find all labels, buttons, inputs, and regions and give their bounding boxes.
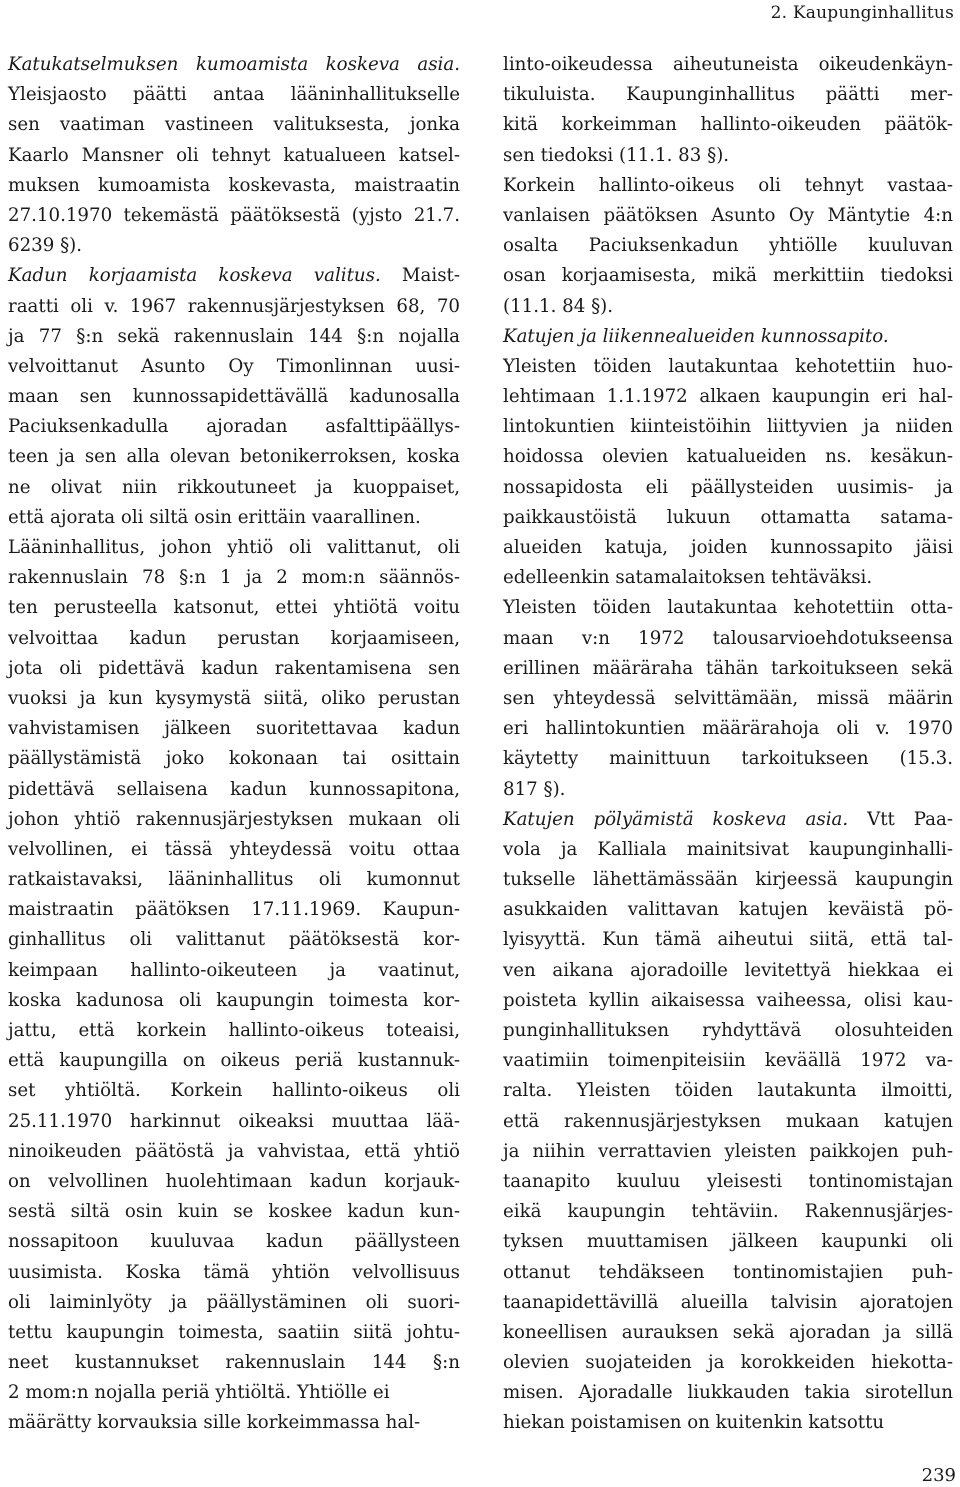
text-segment: ten perusteella katsonut, ettei yhtiötä voitu <box>8 597 460 619</box>
text-line <box>8 1227 460 1257</box>
text-line <box>503 201 953 231</box>
text-line <box>503 533 953 563</box>
text-segment: rakennuslain 78 §:n 1 ja 2 mom:n säännös- <box>8 567 460 589</box>
text-segment: neet kustannukset rakennuslain 144 §:n <box>8 1352 460 1374</box>
text-segment: velvoittaa kadun perustan korjaamiseen, <box>8 627 460 649</box>
text-line <box>503 1046 953 1076</box>
text-line <box>8 201 460 231</box>
text-line <box>503 593 953 623</box>
text-segment: punginhallituksen ryhdyttävä olosuhteiden <box>503 1020 953 1041</box>
text-line <box>503 714 953 744</box>
text-segment: koska kadunosa oli kaupungin toimesta kor- <box>8 989 460 1011</box>
text-segment: uusimista. Koska tämä yhtiön velvollisuus <box>8 1261 460 1283</box>
running-head: 2. Kaupunginhallitus <box>770 3 954 23</box>
text-line <box>8 442 460 472</box>
text-segment: jota oli pidettävä kadun rakentamisena sen <box>8 657 460 679</box>
section-heading: Kadun korjaamista koskeva valitus. <box>8 265 381 287</box>
text-segment: sestä siltä osin kuin se koskee kadun kun- <box>8 1201 460 1223</box>
text-segment: ne olivat niin rikkoutuneet ja kuoppaiset, <box>8 476 460 498</box>
text-line <box>503 744 953 774</box>
text-segment: erillinen määräraha tähän tarkoitukseen sekä <box>503 657 953 679</box>
text-segment: 817 §). <box>503 778 566 800</box>
text-line <box>503 835 953 865</box>
text-segment: (11.1. 84 §). <box>503 295 614 317</box>
text-line <box>8 110 460 140</box>
text-line <box>8 1046 460 1076</box>
text-segment: Yleisten töiden lautakuntaa kehotettiin otta- <box>503 597 953 619</box>
text-line <box>503 1288 953 1318</box>
text-line <box>8 805 460 835</box>
text-line <box>8 231 460 261</box>
text-line <box>8 292 460 322</box>
text-line <box>8 956 460 986</box>
text-segment: tukselle lähettämässään kirjeessä kaupungin <box>503 869 953 891</box>
text-segment: tikuluista. Kaupunginhallitus päätti mer- <box>503 84 953 106</box>
text-segment: edelleenkin satamalaitoksen tehtäväksi. <box>503 567 873 589</box>
text-segment: 6239 §). <box>8 235 83 257</box>
text-line <box>8 80 460 110</box>
text-line <box>8 563 460 593</box>
text-segment: paikkaustöistä lukuun ottamatta satama- <box>503 506 953 528</box>
text-line <box>503 322 953 352</box>
text-line <box>503 654 953 684</box>
text-line <box>8 986 460 1016</box>
text-line <box>8 473 460 503</box>
text-segment: ralta. Yleisten töiden lautakunta ilmoitti, <box>503 1080 953 1102</box>
text-line <box>503 775 953 805</box>
text-line <box>8 171 460 201</box>
text-segment: käytetty mainittuun tarkoitukseen (15.3. <box>503 748 953 770</box>
text-segment: johon yhtiö rakennusjärjestyksen mukaan oli <box>8 808 460 830</box>
text-line <box>8 865 460 895</box>
section-heading: Katujen ja liikennealueiden kunnossapito. <box>503 325 889 347</box>
text-line <box>503 473 953 503</box>
text-line <box>8 352 460 382</box>
text-segment: määrätty korvauksia sille korkeimmassa hal- <box>8 1412 421 1434</box>
text-segment: set yhtiöltä. Korkein hallinto-oikeus oli <box>8 1080 460 1102</box>
text-segment: olevien suojateiden ja korokkeiden hiekotta- <box>503 1352 953 1374</box>
text-line <box>503 865 953 895</box>
page-number: 239 <box>921 1465 956 1486</box>
text-segment: velvoittanut Asunto Oy Timonlinnan uusi- <box>8 355 460 377</box>
text-line <box>8 654 460 684</box>
text-line <box>8 382 460 412</box>
text-segment: Vtt Paa- <box>848 808 953 830</box>
text-line <box>503 986 953 1016</box>
text-line <box>8 744 460 774</box>
text-line <box>8 714 460 744</box>
text-line <box>8 1137 460 1167</box>
text-segment: 25.11.1970 harkinnut oikeaksi muuttaa lää- <box>8 1110 460 1132</box>
text-segment: Korkein hallinto-oikeus oli tehnyt vastaa- <box>503 174 953 196</box>
text-line <box>503 1167 953 1197</box>
text-line <box>503 352 953 382</box>
text-segment: Yleisten töiden lautakuntaa kehotettiin huo- <box>503 355 953 377</box>
text-segment: lehtimaan 1.1.1972 alkaen kaupungin eri hal- <box>503 386 953 408</box>
text-segment: 27.10.1970 tekemästä päätöksestä (yjsto 21.7. <box>8 204 460 226</box>
text-segment: ja niihin verrattavien yleisten paikkojen puh- <box>503 1140 953 1162</box>
text-line <box>8 1107 460 1137</box>
section-heading: Katukatselmuksen kumoamista koskeva asia. <box>8 54 460 75</box>
text-line <box>503 1318 953 1348</box>
text-line <box>503 412 953 442</box>
text-line <box>8 624 460 654</box>
text-segment: alueiden katuja, joiden kunnossapito jäisi <box>503 537 953 558</box>
text-line <box>8 1288 460 1318</box>
text-segment: ninoikeuden päätöstä ja vahvistaa, että yhtiö <box>8 1140 460 1162</box>
text-line <box>503 1378 953 1408</box>
text-segment: sen yhteydessä selvittämään, missä määrin <box>503 687 953 709</box>
text-segment: keimpaan hallinto-oikeuteen ja vaatinut, <box>8 959 460 981</box>
text-line <box>503 171 953 201</box>
text-line <box>8 322 460 352</box>
text-segment: hiekan poistamisen on kuitenkin katsottu <box>503 1412 885 1434</box>
text-line <box>503 925 953 955</box>
text-segment: Kaarlo Mansner oli tehnyt katualueen katsel- <box>8 144 460 166</box>
text-line <box>503 1227 953 1257</box>
text-segment: ratkaistavaksi, lääninhallitus oli kumonnut <box>8 869 460 891</box>
text-segment: linto-oikeudessa aiheutuneista oikeudenkäyn- <box>503 54 953 75</box>
text-line <box>503 805 953 835</box>
text-segment: nossapitoon kuuluvaa kadun päällysteen <box>8 1231 460 1253</box>
text-segment: maan sen kunnossapidettävällä kadunosalla <box>8 386 460 408</box>
text-segment: ja 77 §:n sekä rakennuslain 144 §:n nojalla <box>8 325 460 347</box>
text-segment: eri hallintokuntien määrärahoja oli v. 1970 <box>503 718 953 740</box>
text-line <box>503 956 953 986</box>
text-segment: osalta Paciuksenkadun yhtiölle kuuluvan <box>503 235 953 257</box>
text-segment: sen vaatiman vastineen valituksesta, jonka <box>8 114 460 136</box>
text-segment: misen. Ajoradalle liukkauden takia sirotellun <box>503 1382 953 1404</box>
text-line <box>503 895 953 925</box>
text-segment: vanlaisen päätöksen Asunto Oy Mäntytie 4:n <box>503 204 953 226</box>
text-segment: Yleisjaosto päätti antaa lääninhallitukselle <box>8 84 460 106</box>
text-segment: vola ja Kalliala mainitsivat kaupunginhalli- <box>503 838 953 860</box>
text-line <box>503 1408 953 1438</box>
text-segment: että kaupungilla on oikeus periä kustannuk- <box>8 1050 460 1072</box>
text-line <box>503 624 953 654</box>
text-line <box>503 1076 953 1106</box>
text-line <box>503 1348 953 1378</box>
text-segment: että rakennusjärjestyksen mukaan katujen <box>503 1110 953 1132</box>
text-segment: vahvistamisen jälkeen suoritettavaa kadun <box>8 718 460 740</box>
text-segment: pidettävä sellaisena kadun kunnossapitona, <box>8 778 460 800</box>
text-line <box>8 1197 460 1227</box>
text-segment: koneellisen aurauksen sekä ajoradan ja sillä <box>503 1321 953 1343</box>
text-segment: ottanut tehdäkseen tontinomistajien puh- <box>503 1261 953 1283</box>
text-line <box>8 412 460 442</box>
text-line <box>8 925 460 955</box>
text-line <box>503 563 953 593</box>
text-segment: kitä korkeimman hallinto-oikeuden päätök- <box>503 114 953 136</box>
text-segment: raatti oli v. 1967 rakennusjärjestyksen 68, 70 <box>8 295 460 317</box>
text-segment: asukkaiden valittavan katujen keväistä pö- <box>503 899 953 921</box>
text-line <box>503 110 953 140</box>
text-segment: velvollinen, ei tässä yhteydessä voitu ottaa <box>8 838 460 860</box>
text-line <box>8 1318 460 1348</box>
text-segment: ginhallitus oli valittanut päätöksestä kor- <box>8 929 460 951</box>
text-line <box>503 1107 953 1137</box>
text-segment: sen tiedoksi (11.1. 83 §). <box>503 144 730 166</box>
text-line <box>503 231 953 261</box>
text-segment: hoidossa olevien katualueiden ns. kesäkun- <box>503 446 953 468</box>
text-segment: tettu kaupungin toimesta, saatiin siitä johtu- <box>8 1321 460 1343</box>
text-line <box>8 1016 460 1046</box>
text-line <box>8 50 460 80</box>
text-line <box>503 442 953 472</box>
text-segment: vuoksi ja kun kysymystä siitä, oliko perustan <box>8 687 460 709</box>
text-line <box>503 684 953 714</box>
text-line <box>8 261 460 291</box>
text-line <box>8 684 460 714</box>
right-column <box>503 50 953 1439</box>
text-segment: jattu, että korkein hallinto-oikeus toteaisi, <box>8 1020 460 1041</box>
text-segment: oli laiminlyöty ja päällystäminen oli suori- <box>8 1291 460 1313</box>
text-line <box>503 261 953 291</box>
text-segment: Maist- <box>380 265 461 287</box>
text-segment: että ajorata oli siltä osin erittäin vaarallinen. <box>8 506 421 528</box>
text-segment: 2 mom:n nojalla periä yhtiöltä. Yhtiölle ei <box>8 1382 390 1404</box>
text-line <box>503 1137 953 1167</box>
text-segment: teen ja sen alla olevan betonikerroksen, koska <box>8 446 460 468</box>
text-line <box>8 1076 460 1106</box>
text-segment: nossapidosta eli päällysteiden uusimis- ja <box>503 476 953 498</box>
text-segment: osan korjaamisesta, mikä merkittiin tiedoksi <box>503 265 953 287</box>
text-line <box>503 141 953 171</box>
text-line <box>503 292 953 322</box>
text-line <box>8 141 460 171</box>
text-segment: Lääninhallitus, johon yhtiö oli valittanut, oli <box>8 537 460 558</box>
text-line <box>8 593 460 623</box>
section-heading: Katujen pölyämistä koskeva asia. <box>503 808 849 830</box>
left-column <box>8 50 460 1439</box>
text-segment: tyksen muuttamisen jälkeen kaupunki oli <box>503 1231 953 1253</box>
text-segment: eikä kaupungin tehtäviin. Rakennusjärjes- <box>503 1201 953 1223</box>
text-segment: lintokuntien kiinteistöihin liittyvien ja niiden <box>503 416 953 438</box>
text-line <box>503 382 953 412</box>
text-segment: taanapidettävillä alueilla talvisin ajoratojen <box>503 1291 953 1313</box>
text-line <box>8 503 460 533</box>
text-segment: päällystämistä joko kokonaan tai osittain <box>8 748 460 770</box>
text-line <box>503 1016 953 1046</box>
text-line <box>8 835 460 865</box>
text-segment: ven aikana ajoradoille levitettyä hiekkaa ei <box>503 959 953 981</box>
text-line <box>8 1378 460 1408</box>
text-line <box>503 1197 953 1227</box>
text-segment: on velvollinen huolehtimaan kadun korjauk- <box>8 1170 460 1192</box>
text-line <box>8 895 460 925</box>
text-line <box>503 1258 953 1288</box>
text-segment: vaatimiin toimenpiteisiin keväällä 1972 va- <box>503 1050 953 1072</box>
text-line <box>503 80 953 110</box>
text-segment: maan v:n 1972 talousarvioehdotukseensa <box>503 627 953 649</box>
text-line <box>503 503 953 533</box>
text-line <box>503 50 953 80</box>
text-segment: muksen kumoamista koskevasta, maistraatin <box>8 174 460 196</box>
text-segment: lyisyyttä. Kun tämä aiheutui siitä, että tal- <box>503 929 953 951</box>
text-line <box>8 1258 460 1288</box>
text-segment: Paciuksenkadulla ajoradan asfalttipäällys- <box>8 416 460 438</box>
text-segment: maistraatin päätöksen 17.11.1969. Kaupun- <box>8 899 460 921</box>
text-segment: poisteta kyllin aikaisessa vaiheessa, olisi kau- <box>503 989 953 1011</box>
text-line <box>8 533 460 563</box>
text-line <box>8 1408 460 1438</box>
text-line <box>8 775 460 805</box>
text-line <box>8 1167 460 1197</box>
text-segment: taanapito kuuluu yleisesti tontinomistajan <box>503 1170 953 1192</box>
text-line <box>8 1348 460 1378</box>
